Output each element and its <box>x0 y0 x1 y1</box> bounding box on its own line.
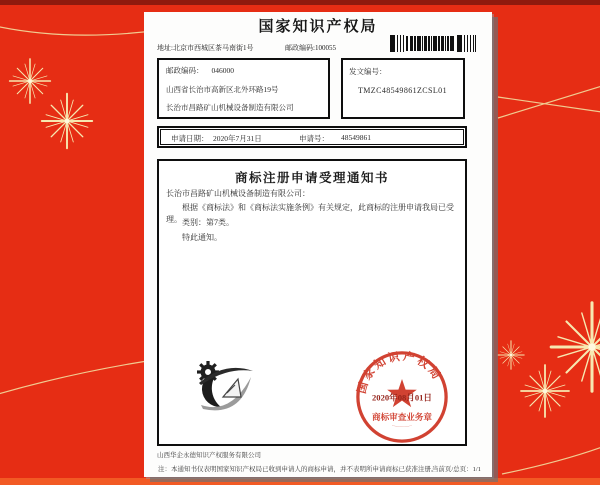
notice-paragraph: 根据《商标法》和《商标法实施条例》有关规定，此商标的注册申请我局已受理。 <box>166 203 454 224</box>
recipient-company-name: 长治市昌路矿山机械设备制造有限公司 <box>166 103 294 112</box>
barcode-icon <box>390 35 478 52</box>
issuing-authority-title: 国家知识产权局 <box>258 19 378 35</box>
official-seal <box>353 348 451 446</box>
recipient-postal-line <box>166 65 234 76</box>
document-header-row <box>144 35 492 53</box>
footer-note: 注：本通知书仅表明国家知识产权局已收到申请人的商标申请，并不表明所申请商标已获准注册。 <box>158 466 438 473</box>
application-info-inner <box>160 129 464 145</box>
dispatch-number-value: TMZC48549861ZCSL01 <box>358 86 447 95</box>
application-number-label: 申请号： <box>299 133 329 143</box>
seal-micro-text: ∙∙∙∙∙∙∙∙∙∙∙∙∙∙∙∙∙∙∙∙ <box>391 422 413 430</box>
agency-company-line: 山西华企永德知识产权服务有限公司 <box>157 452 261 459</box>
recipient-address-box <box>157 58 330 119</box>
notice-salutation: 长治市昌路矿山机械设备制造有限公司： <box>166 189 310 198</box>
notice-title: 商标注册申请受理通知书 <box>234 171 389 185</box>
dispatch-number-box <box>341 58 465 119</box>
authority-postal-code: 邮政编码:100055 <box>285 44 336 52</box>
application-date-value: 2020年7月31日 <box>213 133 262 143</box>
page-indicator: 当前页/总页：1/1 <box>431 466 481 473</box>
seal-arc-text: 国家知识产权局 <box>356 350 444 396</box>
bottom-light-band <box>0 478 600 485</box>
notice-closing-line: 特此通知。 <box>182 233 222 242</box>
application-number-value: 48549861 <box>341 132 371 142</box>
svg-text:∙∙∙∙∙∙∙∙∙∙∙∙∙∙∙∙∙∙∙∙ <box>392 423 413 429</box>
recipient-postal-label: 邮政编码： <box>166 66 204 75</box>
dispatch-number-label: 发文编号： <box>349 67 387 76</box>
top-dark-band <box>0 0 600 5</box>
authority-address: 地址:北京市西城区茶马南街1号 <box>157 44 254 52</box>
application-date-label: 申请日期： <box>171 133 209 143</box>
recipient-postal-value: 046000 <box>211 66 234 75</box>
seal-date-text: 2020年08月01日 <box>372 392 432 403</box>
application-info-bar <box>157 126 467 148</box>
notice-document <box>144 12 492 477</box>
notice-category-line: 类别：第7类。 <box>182 218 234 227</box>
recipient-street-address: 山西省长治市高新区北外环路19号 <box>166 85 279 94</box>
trademark-logo-icon <box>193 359 257 417</box>
notice-body-box <box>157 159 467 446</box>
seal-title-text: 商标审查业务章 <box>372 411 432 422</box>
